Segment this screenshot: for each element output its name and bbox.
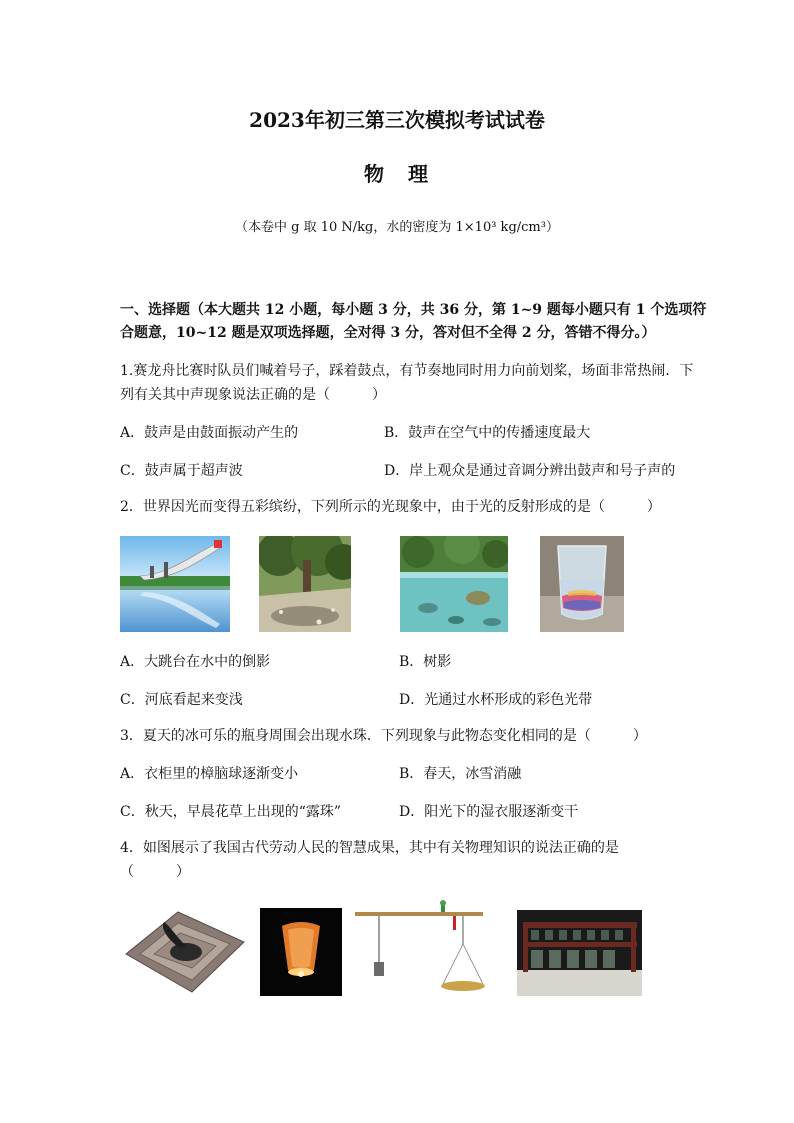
section-heading-line1: 一、选择题（本大题共 12 小题，每小题 3 分，共 36 分，第 1~9 题每小题只有 1 个选项符 [120,302,707,318]
q2-option-d: D．光通过水杯形成的彩色光带 [399,692,593,708]
q1-stem-line2: 列有关其中声现象说法正确的是（ ） [120,387,386,403]
ski-jump-reflection-image [120,536,230,632]
q2-stem: 2．世界因光而变得五彩缤纷，下列所示的光现象中，由于光的反射形成的是（ ） [120,499,661,515]
q4-stem-line2: （ ） [120,864,190,880]
bronze-bells-image [517,910,642,996]
q2-option-b: B．树影 [399,654,452,670]
exam-note: （本卷中 g 取 10 N/kg，水的密度为 1×10³ kg/cm³） [235,220,559,235]
steelyard-balance-image [353,900,485,998]
q3-option-c: C．秋天，早晨花草上出现的“露珠” [120,804,342,820]
section-heading-line2: 合题意，10~12 题是双项选择题，全对得 3 分，答对但不全得 2 分，答错不得分。） [120,325,656,341]
q2-option-a: A．大跳台在水中的倒影 [120,654,271,670]
q1-option-d: D．岸上观众是通过音调分辨出鼓声和号子声的 [384,463,676,479]
q3-option-a: A．衣柜里的樟脑球逐渐变小 [120,766,299,782]
q1-option-b: B．鼓声在空气中的传播速度最大 [384,425,591,441]
q1-stem-line1: 1.赛龙舟比赛时队员们喊着号子，踩着鼓点，有节奏地同时用力向前划桨，场面非常热闹．下 [120,363,694,379]
sky-lantern-image [260,908,342,996]
q1-option-c: C．鼓声属于超声波 [120,463,243,479]
q3-stem: 3．夏天的冰可乐的瓶身周围会出现水珠．下列现象与此物态变化相同的是（ ） [120,728,647,744]
sinan-compass-image [120,906,250,996]
q2-option-c: C．河底看起来变浅 [120,692,243,708]
exam-title: 2023年初三第三次模拟考试试卷 [249,108,545,132]
tree-shadow-image [259,536,351,632]
q3-option-b: B．春天，冰雪消融 [399,766,522,782]
subject-title: 物 理 [364,162,430,186]
q1-option-a: A．鼓声是由鼓面振动产生的 [120,425,299,441]
shallow-riverbed-image [400,536,508,632]
q4-stem-line1: 4．如图展示了我国古代劳动人民的智慧成果，其中有关物理知识的说法正确的是 [120,840,619,856]
water-glass-rainbow-image [540,536,624,632]
q3-option-d: D．阳光下的湿衣服逐渐变干 [399,804,579,820]
